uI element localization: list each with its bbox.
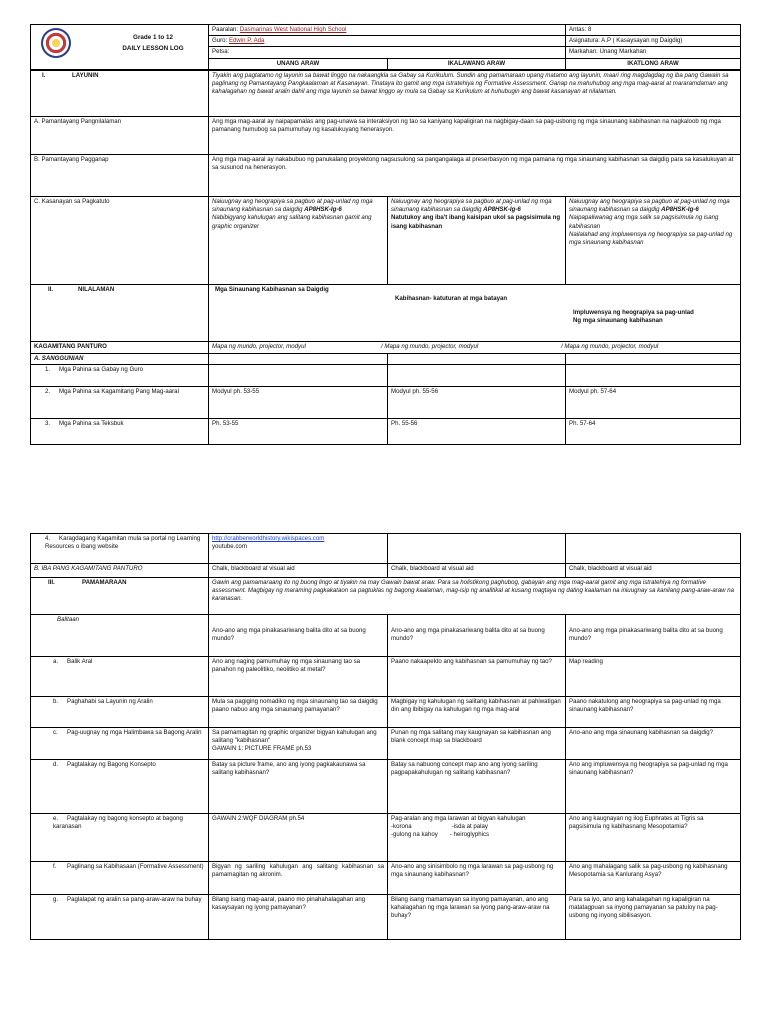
teksbuk-d1: Ph. 53-55 — [209, 419, 388, 445]
pamamaraan-row — [31, 578, 741, 615]
pagtalakay2-label-text: Pagtalakay ng bagong konsepto at bagong karanasan — [53, 815, 183, 831]
petsa-cell: Petsa: — [209, 47, 566, 58]
layunin-label-text: LAYUNIN — [72, 71, 99, 79]
crabberworldhistory-link[interactable]: http://crabberworldhistory.wikispaces.com — [212, 535, 325, 542]
pamamaraan-text: Gawin ang pamamaraang ito ng buong lingo at tiyakin na may Gawain bawat araw. Para sa holistikong paghubog, gabayan ang mga mag-aaral gamit ang mga istratehiya ng formative assessment. Magbigay ng maraming pagkakataon sa pagtuklas ng bagong kaalaman, mag-isip ng analitikal at kusang magtaya ng dating kaalaman na iniuugnay sa kanilang pang-araw-araw na karanasan. — [209, 578, 741, 615]
guro-cell — [209, 36, 566, 47]
teksbuk-label — [31, 419, 209, 445]
logo-cell — [31, 25, 209, 70]
guro-label: Guro: — [212, 37, 228, 45]
layunin-row — [31, 70, 741, 116]
paglinang-label — [31, 862, 209, 895]
teksbuk-d3: Ph. 57-64 — [566, 419, 741, 445]
school-name: Dasmarinas West National High School — [239, 26, 347, 33]
day1-header: UNANG ARAW — [209, 58, 388, 69]
sanggunian-d3 — [566, 353, 741, 364]
pag-uugnay-d3: Ano-ano ang mga sinaunang kabihasnan sa daigdig? — [566, 728, 741, 760]
gabay-label-text: Mga Pahina sa Gabay ng Guro — [59, 366, 144, 374]
paaralan-label: Paaralan: — [212, 26, 239, 33]
paghahabi-d1: Mula sa pagiging nomadiko ng mga sinaunang tao sa daigdig paano nabuo ang mga sinaunang pamayanan? — [209, 697, 388, 728]
balik-aral-d2: Paano nakaapekto ang kabihasnan sa pamumuhay ng tao? — [388, 657, 566, 697]
balik-aral-num: a. — [53, 658, 59, 665]
paglinang-num: f. — [53, 863, 57, 870]
page-break — [0, 462, 768, 522]
kagamitan-label: KAGAMITANG PANTURO — [31, 341, 209, 353]
balik-aral-d1: Ano ang naging pamumuhay ng mga sinaunang tao sa panahon ng paleolitiko, neolitiko at metal? — [209, 657, 388, 697]
karagdagang-label — [31, 534, 209, 564]
pagtalakay1-num: d. — [53, 761, 59, 768]
kagamitan-d2: / Mapa ng mundo, projector, modyul — [381, 342, 479, 350]
paghahabi-label — [31, 697, 209, 728]
balik-aral-d3: Map reading — [566, 657, 741, 697]
kagamitang-mag-aaral-label — [31, 387, 209, 419]
pagtalakay2-d2-c1: -gulong na kahoy — [391, 831, 438, 839]
layunin-label — [31, 70, 209, 116]
pagtalakay2-d2-b2: -isda at palay — [451, 823, 488, 831]
iba-pang-d1: Chalk, blackboard at visual aid — [209, 564, 388, 578]
balitaan-row — [31, 615, 741, 657]
paglalapat-num: g. — [53, 896, 59, 903]
kasanayan-d2-code: AP8HSK-Ig-6 — [483, 206, 521, 214]
lesson-log-page-2 — [30, 533, 740, 940]
paglalapat-d3: Para sa iyo, ano ang kahalagahan ng kapaligiran na matatagpuan sa inyong pamayanan sa patuloy na pag-usbong ng inyong sibilisasyon. — [566, 895, 741, 940]
teksbuk-d2: Ph. 55-56 — [388, 419, 566, 445]
nilalaman-text3: Impluwensya ng heograpiya sa pag-unlad — [573, 308, 694, 316]
teksbuk-row — [31, 419, 741, 445]
kasanayan-day3 — [566, 196, 741, 284]
paglinang-d1: Bigyan ng sariling kahulugan ang salitang kabihasnan sa pamamagitan ng akronim. — [209, 862, 388, 895]
karagdagang-row — [31, 534, 741, 564]
pag-uugnay-d1-b: GAWAIN 1: PICTURE FRAME ph.53 — [212, 745, 312, 753]
paglinang-label-text: Paglinang sa Kabihasaan (Formative Assessment) — [67, 863, 204, 870]
nilalaman-text2: Kabihasnan- katuturan at mga batayan — [395, 294, 508, 302]
kasanayan-d3-a: Naiuugnay ang heograpiya sa pagbuo at pag-unlad ng mga sinaunang kabihasnan sa daigdig — [569, 197, 730, 214]
nilalaman-label — [31, 284, 209, 341]
nilalaman-text1: Mga Sinaunang Kabihasnan sa Daigdig — [215, 285, 329, 293]
pagtalakay1-d1: Batay sa picture frame, ano ang iyong pagkakaunawa sa salitang kabihasnan? — [209, 760, 388, 814]
teksbuk-num: 3. — [45, 420, 51, 428]
balik-aral-row — [31, 657, 741, 697]
pamamaraan-label-text: PAMAMARAAN — [82, 579, 127, 586]
paglalapat-d2: Bilang isang mamamayan sa inyong pamayanan, ano ang kahalagahan ng mga larawan sa iyong pang-araw-araw na buhay? — [388, 895, 566, 940]
kasanayan-d3-c: Nailalahad ang impluwensya ng heograpiya sa pag-unlad ng mga sinaunang kabihasnan — [569, 230, 733, 246]
paglalapat-label — [31, 895, 209, 940]
iba-pang-row — [31, 564, 741, 578]
kasanayan-d3-code: AP8HSK-Ig-6 — [661, 206, 699, 214]
iba-pang-label: B. IBA PANG KAGAMITANG PANTURO — [31, 564, 209, 578]
kagamitan-d3: / Mapa ng mundo, projector, modyul — [561, 342, 659, 350]
pagtalakay2-d1: GAWAIN 2:WQF DIAGRAM ph.54 — [209, 814, 388, 862]
kasanayan-day1 — [209, 196, 388, 284]
paghahabi-row — [31, 697, 741, 728]
pamantayang-pangnilalaman-row — [31, 116, 741, 154]
pagganap-label: B. Pamantayang Pagganap — [31, 154, 209, 196]
balik-aral-label — [31, 657, 209, 697]
pagtalakay2-d3: Ano ang kaugnayan ng ilog Euphrates at Tigris sa pagsisimula ng kabihasnang Mesopotamia? — [566, 814, 741, 862]
kagamitan-row — [31, 341, 741, 353]
grade-label: Grade 1 to 12 — [133, 34, 173, 41]
paglinang-d3: Ano ang mahalagang salik sa pag-usbong ng kabihasnang Mesopotamia sa Kanlurang Asya? — [566, 862, 741, 895]
sanggunian-d1 — [209, 353, 388, 364]
nilalaman-row — [31, 284, 741, 341]
pag-uugnay-num: c. — [53, 729, 58, 736]
deped-seal-icon — [41, 28, 71, 58]
pangnilalaman-text: Ang mga mag-aaral ay naipapamalas ang pag-unawa sa interaksiyon ng tao sa kaniyang kapaligiran na nagbigay-daan sa pag-usbong ng mga sinaunang kabihasnan na nagkaloob ng mga pamanang humubog sa pamumuhay ng kasalukuyang henerasyon. — [209, 116, 741, 154]
pagtalakay1-label — [31, 760, 209, 814]
pag-uugnay-label-text: Pag-uugnay ng mga Halimbawa sa Bagong Aralin — [67, 729, 202, 736]
paglalapat-d1: Bilang isang mag-aaral, paano mo pinahahalagahan ang kasaysayan ng iyong pamayanan? — [209, 895, 388, 940]
pagtalakay2-d2-a: Pag-aralan ang mga larawan at bigyan kahulugan — [391, 815, 526, 822]
nilalaman-num: II. — [48, 285, 54, 293]
kagamitang-d3: Modyul ph. 57-64 — [566, 387, 741, 419]
karagdagang-d3 — [566, 534, 741, 564]
paglalapat-label-text: Paglalapat ng aralin sa pang-araw-araw na buhay — [67, 896, 202, 903]
kagamitang-label-text: Mga Pahina sa Kagamitang Pang Mag-aaral — [59, 388, 179, 396]
day3-header: IKATLONG ARAW — [566, 58, 741, 69]
layunin-num: I. — [42, 71, 46, 79]
pangnilalaman-label: A. Pamantayang Pangnilalaman — [31, 116, 209, 154]
paghahabi-d2: Magbigay ng kahulugan ng salitang kabihasnan at pahiwatigan din ang ibibigay na kahulugan ng mga mag-aral — [388, 697, 566, 728]
day2-header: IKALAWANG ARAW — [388, 58, 566, 69]
lesson-table-1 — [30, 70, 741, 445]
pagganap-text: Ang mga mag-aaral ay nakabubuo ng panukalang proyektong nagsusulong sa pangangalaga at preserbasyon ng mga pamana ng mga sinaunang kabihasnan sa daigdig para sa kasalukuyan at sa susunod na henerasyon. — [209, 154, 741, 196]
pagtalakay1-d2: Batay sa nabuong concept map ano ang iyong sariling pagpapakahulugan ng salitang kabihasnan? — [388, 760, 566, 814]
title-block — [103, 33, 203, 54]
balitaan-d2: Ano-ano ang mga pinakasariwang balita dito at sa buong mundo? — [388, 615, 566, 657]
iba-pang-d2: Chalk, blackboard at visual aid — [388, 564, 566, 578]
pagtalakay1-d3: Ano ang impluwensya ng heograpiya sa pag-unlad ng mga sinaunang kabihasnan? — [566, 760, 741, 814]
pamamaraan-num: III. — [48, 579, 55, 586]
header-table — [30, 24, 741, 70]
paghahabi-num: b. — [53, 698, 59, 705]
gabay-d1 — [209, 365, 388, 387]
gabay-d3 — [566, 365, 741, 387]
sanggunian-d2 — [388, 353, 566, 364]
karagdagang-label-text: Karagdagang Kagamitan mula sa portal ng Learning Resources o ibang website — [45, 535, 201, 551]
nilalaman-label-text: NILALAMAN — [78, 285, 115, 293]
youtube-text: youtube.com — [212, 543, 247, 551]
gabay-d2 — [388, 365, 566, 387]
kasanayan-d1-b: Nabibigyang kahulugan ang salitang kabihasnan gamit ang graphic organizer — [212, 214, 372, 230]
antas-cell: Antas: 8 — [566, 25, 741, 36]
pamantayang-pagganap-row — [31, 154, 741, 196]
pagtalakay2-label — [31, 814, 209, 862]
paglalapat-row — [31, 895, 741, 940]
nilalaman-text4: Ng mga sinaunang kabihasnan — [573, 316, 663, 324]
kasanayan-d2-b: Natutukoy ang iba't ibang kaisipan ukol sa pagsisimula ng isang kabihasnan — [391, 214, 561, 230]
teacher-name: Edwin P. Ada — [228, 37, 265, 45]
nilalaman-content — [209, 284, 741, 341]
kasanayan-d1-code: AP8HSK-Ig-6 — [304, 206, 342, 214]
pagtalakay1-label-text: Pagtalakay ng Bagong Konsepto — [67, 761, 156, 768]
markahan-cell: Markahan: Unang Markahan — [566, 47, 741, 58]
kasanayan-label: C. Kasanayan sa Pagkatuto — [31, 196, 209, 284]
balitaan-label: Balitaan — [31, 615, 209, 657]
kasanayan-row — [31, 196, 741, 284]
lesson-table-2 — [30, 533, 741, 940]
paglinang-d2: Ano-ano ang sinisimbolo ng mga larawan sa pag-usbong ng mga sinaunang kabihasnan? — [388, 862, 566, 895]
pagtalakay2-d2-c2: - heiroglyphics — [449, 831, 490, 839]
kagamitang-mag-aaral-row — [31, 387, 741, 419]
pagtalakay1-row — [31, 760, 741, 814]
layunin-text: Tiyakin ang pagtatamo ng layunin sa bawat linggo na nakaangkla sa Gabay sa Kurikulum. Sundin ang pamamaraan upang matamo ang layunin, maari ring magdagdag ng iba pang Gawain sa paglinang ng Pamantayang Pangkaalaman at Kasanayan. Tinataya ito gamit ang mga istratehiya ng Formative Assessment. Ganap na mahuhubog ang mga mag-aaral at mararamdaman ang kahalagahan ng bawat aralin dahil ang mga layunin sa bawat linggo ay mula sa Gabay sa Kurikulum at huhubugin ang bawat kasanayan at nilalaman. — [209, 70, 741, 116]
teksbuk-label-text: Mga Pahina sa Teksbuk — [59, 420, 124, 428]
paghahabi-label-text: Paghahabi sa Layunin ng Aralin — [67, 698, 153, 705]
pagtalakay2-row — [31, 814, 741, 862]
pag-uugnay-row — [31, 728, 741, 760]
sanggunian-row — [31, 353, 741, 364]
balitaan-d3: Ano-ano ang mga pinakasariwang balita dito at sa buong mundo? — [566, 615, 741, 657]
sanggunian-label: A. SANGGUNIAN — [31, 353, 209, 364]
kasanayan-d2-a: Naiuugnay ang heograpiya sa pagbuo at pag-unlad ng mga sinaunang kabihasnan sa daigdig — [391, 197, 552, 214]
pag-uugnay-d1-a: Sa pamamagitan ng graphic organizer bigyan kahulugan ang salitang "kabihasnan" — [212, 729, 377, 745]
balik-aral-label-text: Balik Aral — [67, 658, 93, 665]
kasanayan-day2 — [388, 196, 566, 284]
pamamaraan-label — [31, 578, 209, 615]
paaralan-cell — [209, 25, 566, 36]
pag-uugnay-label — [31, 728, 209, 760]
kagamitan-d1: Mapa ng mundo, projector, modyul — [212, 342, 306, 350]
kagamitang-d2: Modyul ph. 55-56 — [388, 387, 566, 419]
karagdagang-num: 4. — [45, 535, 51, 542]
pag-uugnay-d2: Punan ng mga salitang may kaugnayan sa kabihasnan ang blank concept map sa blackboard — [388, 728, 566, 760]
iba-pang-d3: Chalk, blackboard at visual aid — [566, 564, 741, 578]
gabay-label — [31, 365, 209, 387]
kagamitang-num: 2. — [45, 388, 51, 396]
pag-uugnay-d1 — [209, 728, 388, 760]
kasanayan-d3-b: Naipapaliwanag ang mga salik sa pagsisimula ng isang kabihasnan — [569, 214, 719, 230]
karagdagang-d1 — [209, 534, 388, 564]
karagdagang-d2 — [388, 534, 566, 564]
pagtalakay2-d2-b1: -korona — [391, 823, 412, 831]
kasanayan-d1-a: Naiuugnay ang heograpiya sa pagbuo at pag-unlad ng mga sinaunang kabihasnan sa daigdig — [212, 197, 373, 214]
lesson-log-page-1 — [30, 24, 740, 445]
gabay-num: 1. — [45, 366, 51, 374]
kagamitan-content — [209, 341, 741, 353]
kagamitang-d1: Modyul ph. 53-55 — [209, 387, 388, 419]
gabay-ng-guro-row — [31, 365, 741, 387]
paghahabi-d3: Paano nakatulong ang heograpiya sa pag-unlad ng mga sinaunang kabihasnan? — [566, 697, 741, 728]
pagtalakay2-num: e. — [53, 815, 59, 822]
log-title: DAILY LESSON LOG — [122, 44, 184, 52]
balitaan-d1: Ano-ano ang mga pinakasariwang balita dito at sa buong mundo? — [209, 615, 388, 657]
paglinang-row — [31, 862, 741, 895]
pagtalakay2-d2 — [388, 814, 566, 862]
asignatura-cell: Asignatura: A.P ( Kasaysayan ng Daigdig) — [566, 36, 741, 47]
